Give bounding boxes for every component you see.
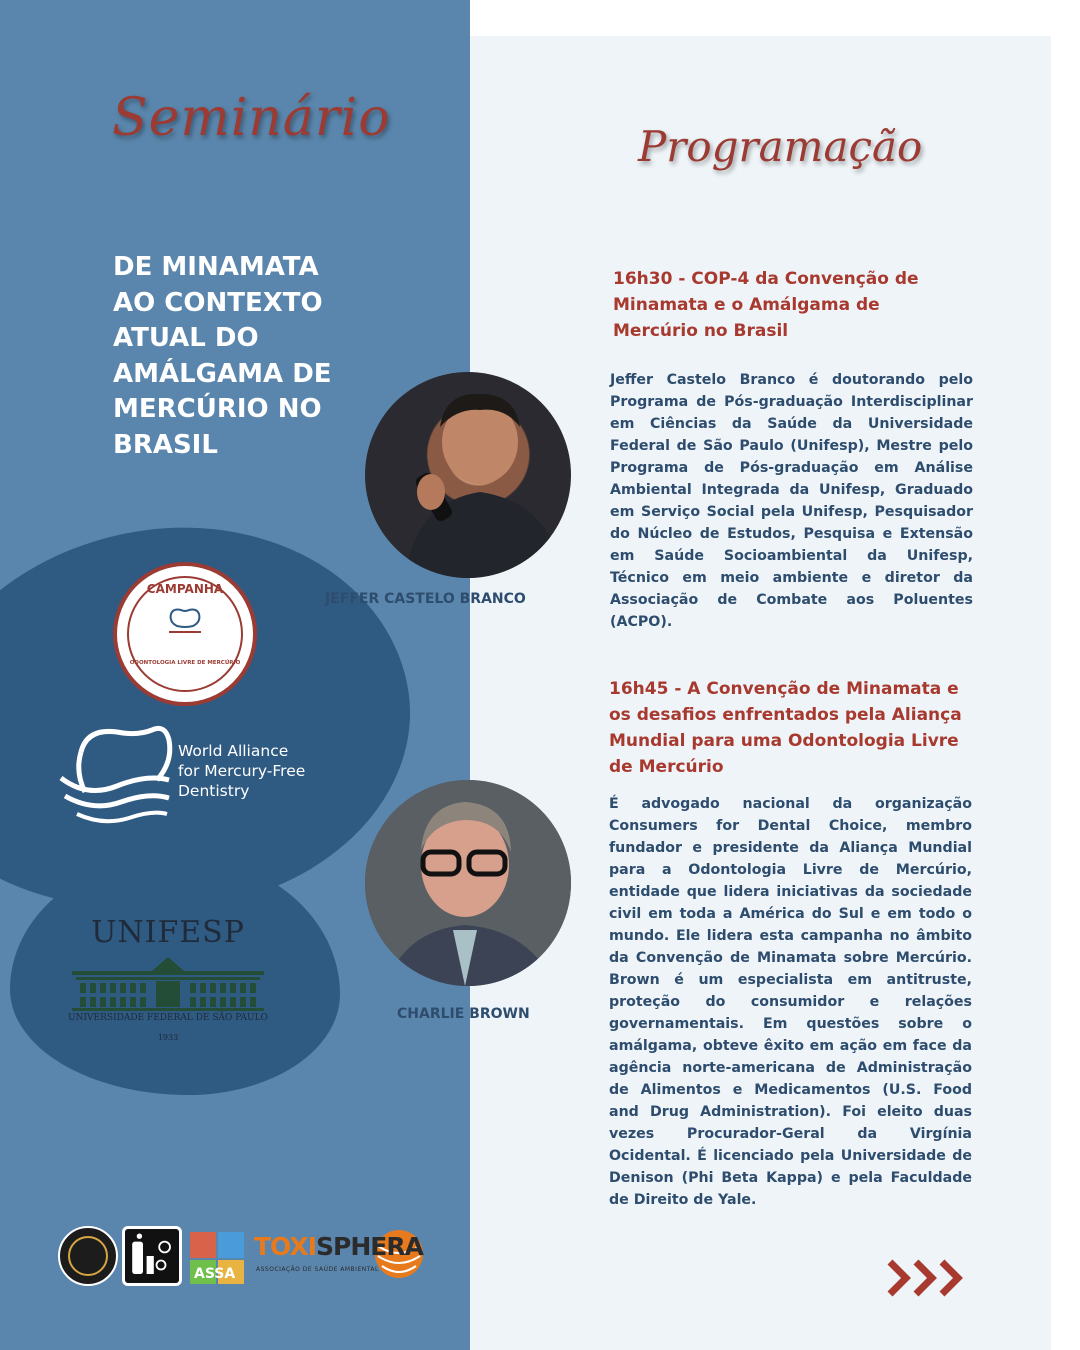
speaker-name-jeffer: JEFFER CASTELO BRANCO [325,591,526,607]
seminar-title: Seminário [112,88,391,148]
world-alliance-logo-text [178,741,305,801]
toxisphera-subtitle: ASSOCIAÇÃO DE SAÚDE AMBIENTAL [256,1266,379,1273]
world-alliance-line1: World Alliance [178,742,289,760]
university-building-icon [68,951,268,1011]
speaker-bio-charlie: É advogado nacional da organização Consumers for Dental Choice, membro fundador e presidente da Aliança Mundial para a Odontologia Livre de Mercúrio, entidade que lidera iniciativas da sociedade civil em toda a América do Sul e em todo o mundo. Ele lidera esta campanha no âmbito da Convenção de Minamata sobre Mercúrio. Brown é um especialista em antitruste, proteção do consumidor e relações governamentais. Em questões sobre o amálgama, obteve êxito em ação em face da agência norte-americana de Administração de Alimentos e Medicamentos (U.S. Food and Drug Administration). Foi eleito duas vezes Procurador-Geral da Virgínia Ocidental. É licenciado pela Universidade de Denison (Phi Beta Kappa) e pela Faculdade de Direito de Yale. [609,796,972,1208]
speaker-photo-jeffer [365,372,571,578]
unifesp-year: 1933 [157,1033,179,1042]
session-2-title: 16h45 - A Convenção de Minamata e os desafios enfrentados pela Aliança Mundial para uma Odontologia Livre de Mercúrio [609,679,962,777]
assa-logo-text: ASSA [194,1266,236,1282]
campanha-logo [113,562,257,706]
speaker-portrait [365,372,571,578]
unifesp-logo [66,915,270,1050]
program-title: Programação [638,122,923,171]
speaker-photo-charlie [365,780,571,986]
laboratory-icon [122,1226,182,1286]
speaker-bio-jeffer: Jeffer Castelo Branco é doutorando pelo Programa de Pós-graduação Interdisciplinar em Ciências da Saúde da Universidade Federal de São Paulo (Unifesp), Mestre pelo Programa de Pós-graduação em Análise Ambiental Integrada da Unifesp, Graduado em Serviço Social pela Unifesp, Pesquisador do Núcleo de Estudos, Pesquisa e Extensão em Saúde Socioambiental da Unifesp, Técnico em meio ambiente e diretor da Associação de Combate aos Poluentes (ACPO). [610,372,973,630]
event-headline: DE MINAMATA AO CONTEXTO ATUAL DO AMÁLGAMA DE MERCÚRIO NO BRASIL [113,252,332,460]
speaker-name-charlie: CHARLIE BROWN [397,1006,530,1022]
toxisphera-wordmark [254,1232,423,1261]
speaker-portrait [365,780,571,986]
toxisphera-part2: SPHERA [316,1232,423,1261]
unifesp-name: UNIFESP [91,915,245,950]
seal-ring [68,1236,108,1276]
institution-seal-icon [58,1226,118,1286]
tooth-icon [165,606,205,636]
session-1-title: 16h30 - COP-4 da Convenção de Minamata e o Amálgama de Mercúrio no Brasil [613,269,919,341]
toxisphera-part1: TOXI [254,1232,316,1261]
toxisphera-logo [254,1226,424,1288]
partner-logos [58,1222,428,1290]
world-alliance-line2: for Mercury-Free [178,762,306,780]
triple-chevron-right-icon[interactable] [886,1258,968,1298]
assa-puzzle-icon [186,1226,250,1288]
campanha-logo-top-text: CAMPANHA [146,582,224,596]
world-alliance-line3: Dentistry [178,782,250,800]
campanha-logo-bottom-text: ODONTOLOGIA LIVRE DE MERCÚRIO [129,660,241,666]
unifesp-subtitle: UNIVERSIDADE FEDERAL DE SÃO PAULO [68,1013,268,1023]
